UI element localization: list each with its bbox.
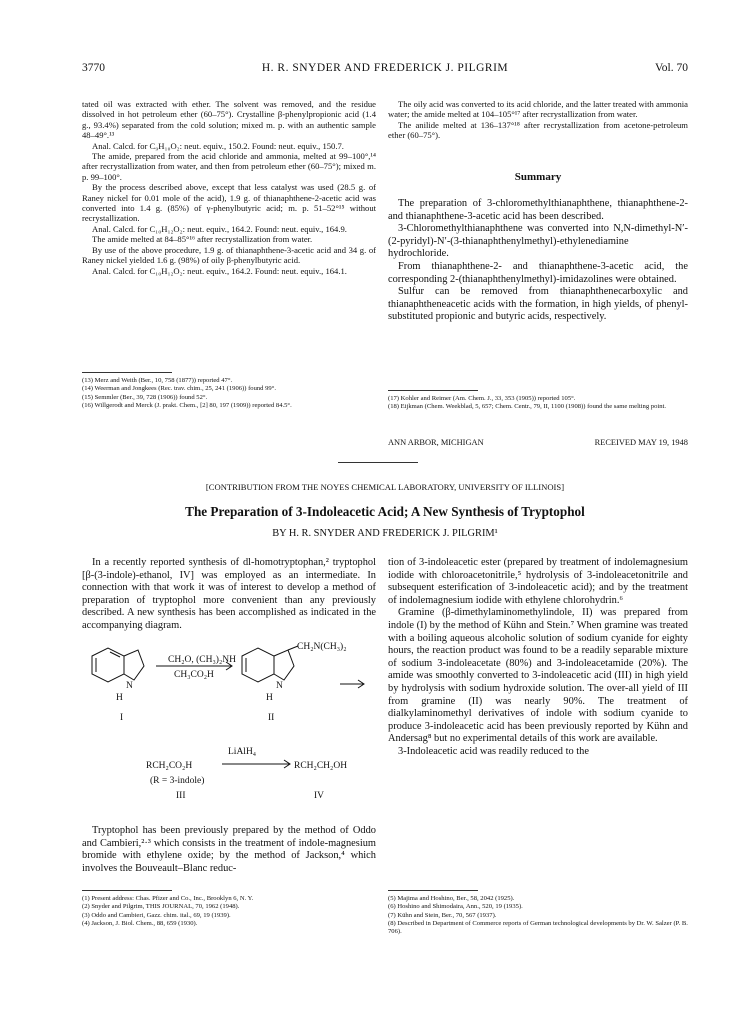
footnote: (14) Weerman and Jongkees (Rec. trav. chim., 25, 241 (1906)) found 99°. [82,385,277,393]
gramine-substituent: CH₂N(CH₃)₂ [297,642,347,652]
footnote: (5) Majima and Hoshino, Ber., 58, 2042 (1925). [388,895,515,902]
top-left-column [82,99,376,276]
received-date: RECEIVED MAY 19, 1948 [594,438,688,447]
top-left-footnotes [82,377,376,410]
footnote: (1) Present address: Chas. Pfizer and Co., Inc., Brooklyn 6, N. Y. [82,895,254,902]
reagent-top: CH₂O, (CH₃)₂NH [168,655,236,665]
volume-label: Vol. 70 [654,62,688,74]
footnote: (3) Oddo and Cambieri, Gazz. chim. ital., 69, 19 (1939). [82,911,231,919]
reagent-bottom: CH₃CO₂H [174,670,214,680]
footnote-divider [388,890,478,891]
summary-heading: Summary [514,171,562,183]
summary-paragraph: 3-Chloromethylthianaphthene was converted into N,N-dimethyl-N′-(2-pyridyl)-N′-(3-thianaphthenylmethyl)-ethylenediamine hydrochloride. [388,223,688,260]
footnote: (17) Kohler and Reimer (Am. Chem. J., 33, 353 (1905)) reported 105°. [388,395,576,402]
footnote: (15) Semmler (Ber., 39, 728 (1906)) found 52°. [82,393,208,401]
article-divider [338,462,418,463]
acid-formula: RCH₂CO₂H [146,761,193,771]
reagent-lialh4: LiAlH₄ [228,747,257,757]
footnote-divider [82,890,172,891]
footnote: (6) Hoshino and Shimodaira, Ann., 520, 19 (1935). [388,903,523,911]
paragraph: The amide, prepared from the acid chloride and ammonia, melted at 99–100°,¹⁴ after recrystallization from water, and then from petroleum ether (60–75°); mixed m. p. 99–100°. [82,151,376,182]
footnote: (2) Snyder and Pilgrim, THIS JOURNAL, 70, 1962 (1948). [82,903,240,911]
running-title: H. R. SNYDER AND FREDERICK J. PILGRIM [261,62,509,74]
article-right-footnotes [388,895,688,936]
paragraph: 3-Indoleacetic acid was readily reduced to the [398,745,589,757]
location: ANN ARBOR, MICHIGAN [388,438,484,447]
top-right-footnotes [388,395,688,412]
compound-label-iv: IV [314,791,325,801]
summary-paragraph: From thianaphthene-2- and thianaphthene-3-acetic acid, the corresponding 2-(thianaphthenylmethyl)-imidazolines were obtained. [388,260,688,285]
contribution-line: [CONTRIBUTION FROM THE NOYES CHEMICAL LABORATORY, UNIVERSITY OF ILLINOIS] [205,482,565,492]
r-definition: (R = 3-indole) [150,776,205,786]
article-left-footnotes [82,895,376,928]
paragraph: In a recently reported synthesis of dl-homotryptophan,² tryptophol [β-(3-indole)-ethanol, IV] was employed as an intermediate. In connection with that work it was of interest to develop a method of preparation of tryptophol more convenient than any previously described. A new synthesis has been accomplished as indicated in the accompanying diagram. [82,557,376,631]
indole-hydrogen: H [116,693,123,703]
paragraph: Tryptophol has been previously prepared by the method of Oddo and Cambieri,²·³ which consists in the treatment of indole-magnesium bromide with ethylene oxide; by the method of Jackson,⁴ which involves the Bouveault–Blanc reduc- [82,825,376,874]
footnote: (13) Merz and Weith (Ber., 10, 758 (1877)) reported 47°. [82,377,233,384]
summary-paragraph: The preparation of 3-chloromethylthianaphthene, thianaphthene-2- and thianaphthene-3-acetic acid has been described. [388,198,688,222]
footnote-divider [388,390,478,391]
paragraph: Gramine (β-dimethylaminomethylindole, II) was prepared from indole (I) by the method of Kühn and Stein.⁷ When gramine was treated with a boiling aqueous alcoholic solution of sodium cyanide for eighty hours, the reaction product was found to be a readily separable mixture of sodium 3-indoleacetate (80%) and 3-indoleacetamide (20%). The amide was smoothly converted to 3-indoleacetic acid (III) in high yield by hydrolysis with sodium hydroxide solution. The over-all yield of III from gramine (II) was nearly 90%. The treatment of dialkylaminomethyl derivatives of indole with sodium cyanide to produce 3-indoleacetic acid has been previously reported by Kühn and Andersag⁸ but no experimental details of this work are available. [388,607,688,745]
footnote: (7) Kühn and Stein, Ber., 70, 567 (1937). [388,911,497,919]
gramine-nitrogen: N [276,681,283,691]
paragraph: Anal. Calcd. for C₉H₁₀O₂: neut. equiv., 150.2. Found: neut. equiv., 150.7. [92,140,344,151]
compound-label-ii: II [268,713,275,723]
paragraph: By the process described above, except that less catalyst was used (28.5 g. of Raney nickel for 0.01 mole of the acid), 1.9 g. of thianaphthene-2-acetic acid was converted into 1.4 g. (85%) of γ-phenylbutyric acid; m. p. 51–52°¹⁵ without recrystallization. [82,182,376,224]
footnote: (4) Jackson, J. Biol. Chem., 88, 659 (1930). [82,919,198,927]
footnote-divider [82,372,172,373]
paragraph: Anal. Calcd. for C₁₀H₁₂O₂: neut. equiv., 164.2. Found: neut. equiv., 164.1. [92,265,347,276]
footnote: (18) Eijkman (Chem. Weekblad, 5, 657; Chem. Centr., 79, II, 1100 (1908)) found the same melting point. [388,403,667,411]
article-right-column [388,557,688,759]
article-byline: BY H. R. SNYDER AND FREDERICK J. PILGRIM¹ [272,528,498,539]
paragraph: The amide melted at 84–85°¹⁶ after recrystallization from water. [92,234,313,245]
article-left-intro [82,557,376,633]
gramine-benzene-ring [242,648,274,682]
indole-pyrrole-ring [124,650,144,680]
top-right-column [388,99,688,141]
paragraph: Anal. Calcd. for C₁₀H₁₂O₂: neut. equiv., 164.2. Found: neut. equiv., 164.9. [92,223,347,234]
indole-benzene-ring [92,648,124,682]
paragraph: By use of the above procedure, 1.9 g. of thianaphthene-3-acetic acid and 34 g. of Raney nickel yielded 1.6 g. (98%) of oily β-phenylbutyric acid. [82,244,376,266]
indole-nitrogen: N [126,681,133,691]
article-title: The Preparation of 3-Indoleacetic Acid; A New Synthesis of Tryptophol [185,504,585,519]
paragraph: tion of 3-indoleacetic ester (prepared by treatment of indolemagnesium iodide with chloroacetonitrile,⁵ hydrolysis of 3-indoleacetonitrile and subsequent esterification of 3-indoleacetic acid); and by the treatment of indolemagnesium iodide with ethylene chlorohydrin.⁶ [388,557,688,606]
alcohol-formula: RCH₂CH₂OH [294,761,348,771]
gramine-hydrogen: H [266,693,273,703]
page-number: 3770 [82,62,105,74]
compound-label-i: I [120,713,124,723]
article-left-continued [82,825,376,875]
compound-label-iii: III [176,791,186,801]
summary-paragraph: Sulfur can be removed from thianaphthenecarboxylic and thianaphtheneacetic acids with the formation, in high yields, of phenyl-substituted propionic and butyric acids, respectively. [388,286,688,323]
paragraph: The oily acid was converted to its acid chloride, and the latter treated with ammonia water; the amide melted at 104–105°¹⁷ after recrystallization from water. [388,99,688,120]
reaction-scheme [82,640,376,820]
paragraph: The anilide melted at 136–137°¹⁸ after recrystallization from acetone-petroleum ether (60–75°). [388,119,688,141]
paragraph: tated oil was extracted with ether. The solvent was removed, and the residue dissolved in hot petroleum ether (60–75°). Crystalline β-phenylpropionic acid (1.4 g., 93.4%) separated from the cold solution; mixed m. p. with an authentic sample 48–49°.¹³ [82,99,376,141]
footnote: (8) Described in Department of Commerce reports of German technological developments by Dr. W. Salzer (P. B. 706). [388,919,688,936]
gramine-pyrrole-ring [274,650,294,680]
footnote: (16) Willgerodt and Merck (J. prakt. Chem., [2] 80, 197 (1909)) reported 84.5°. [82,401,292,409]
summary-section [388,198,688,324]
